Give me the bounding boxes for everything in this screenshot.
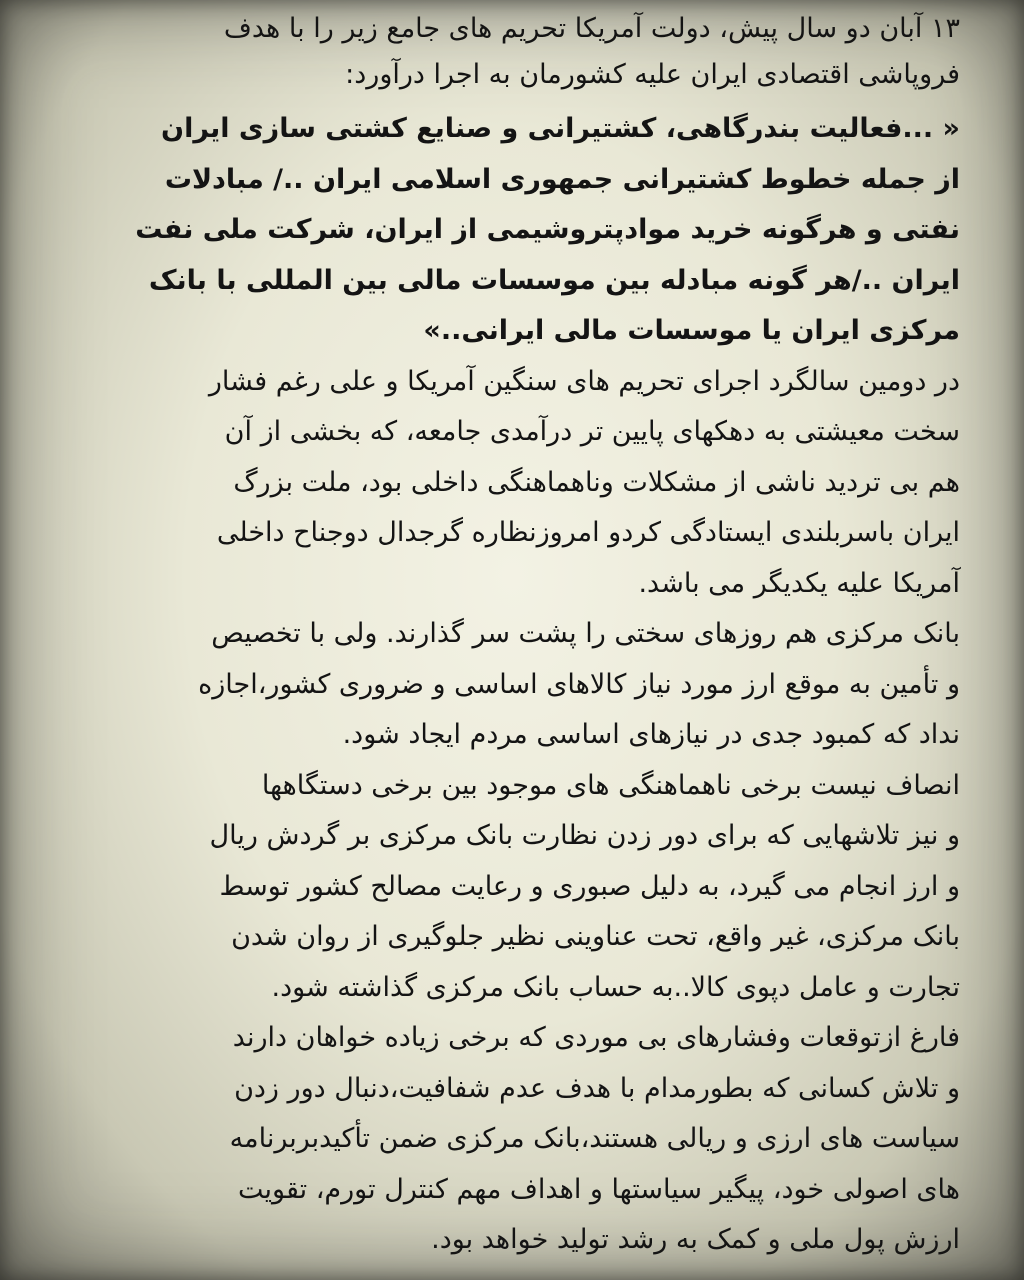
- text-line: هم بی تردید ناشی از مشکلات وناهماهنگی داخلی بود، ملت بزرگ: [233, 466, 960, 498]
- text-line: بانک مرکزی، غیر واقع، تحت عناوینی نظیر جلوگیری از روان شدن: [231, 921, 960, 952]
- text-line: و تأمین به موقع ارز مورد نیاز کالاهای اساسی و ضروری کشور،اجازه: [198, 668, 960, 700]
- text-line: مرکزی ایران یا موسسات مالی ایرانی..»: [423, 315, 960, 346]
- text-line: « ...فعالیت بندرگاهی، کشتیرانی و صنایع کشتی سازی ایران: [161, 113, 960, 144]
- body-paragraph-fairness: [62, 761, 960, 1014]
- text-line: ایران ../هر گونه مبادله بین موسسات مالی بین المللی با بانک: [148, 264, 960, 296]
- text-line: نفتی و هرگونه خرید موادپتروشیمی از ایران، شرکت ملی نفت: [135, 214, 960, 245]
- text-line: ۱۳ آبان دو سال پیش، دولت آمریکا تحریم های جامع زیر را با هدف: [223, 13, 960, 44]
- text-line: سخت معیشتی به دهکهای پایین تر درآمدی جامعه، که بخشی از آن: [224, 416, 960, 447]
- text-line: فارغ ازتوقعات وفشارهای بی موردی که برخی زیاده خواهان دارند: [232, 1022, 960, 1053]
- text-line: آمریکا علیه یکدیگر می باشد.: [638, 567, 960, 599]
- text-line: بانک مرکزی هم روزهای سختی را پشت سر گذارند. ولی با تخصیص: [211, 618, 960, 649]
- body-paragraph-central-bank: [62, 609, 960, 761]
- text-line: و تلاش کسانی که بطورمدام با هدف عدم شفافیت،دنبال دور زدن: [234, 1072, 960, 1104]
- text-line: نداد که کمبود جدی در نیازهای اساسی مردم ایجاد شود.: [342, 719, 960, 750]
- sanctions-quote: [62, 104, 960, 357]
- text-line: ایران باسربلندی ایستادگی کردو امروزنظاره گرجدال دوجناح داخلی: [216, 517, 960, 548]
- text-line: سیاست های ارزی و ریالی هستند،بانک مرکزی ضمن تأکیدبربرنامه: [229, 1123, 960, 1154]
- text-line: تجارت و عامل دپوی کالا..به حساب بانک مرکزی گذاشته شود.: [271, 971, 960, 1003]
- body-paragraph-policy: [62, 1013, 960, 1266]
- document-text: [62, 6, 960, 1266]
- text-line: فروپاشی اقتصادی ایران علیه کشورمان به اجرا درآورد:: [345, 59, 960, 90]
- text-line: انصاف نیست برخی ناهماهنگی های موجود بین برخی دستگاهها: [261, 769, 960, 801]
- text-line: و نیز تلاشهایی که برای دور زدن نظارت بانک مرکزی بر گردش ریال: [209, 820, 960, 851]
- text-line: در دومین سالگرد اجرای تحریم های سنگین آمریکا و علی رغم فشار: [208, 365, 960, 397]
- intro-paragraph: [62, 6, 960, 98]
- text-line: از جمله خطوط کشتیرانی جمهوری اسلامی ایران ../ مبادلات: [164, 163, 960, 195]
- text-line: و ارز انجام می گیرد، به دلیل صبوری و رعایت مصالح کشور توسط: [219, 870, 960, 902]
- text-line: های اصولی خود، پیگیر سیاستها و اهداف مهم کنترل تورم، تقویت: [237, 1173, 960, 1205]
- text-line: ارزش پول ملی و کمک به رشد تولید خواهد بود.: [431, 1224, 960, 1255]
- body-paragraph-anniversary: [62, 357, 960, 610]
